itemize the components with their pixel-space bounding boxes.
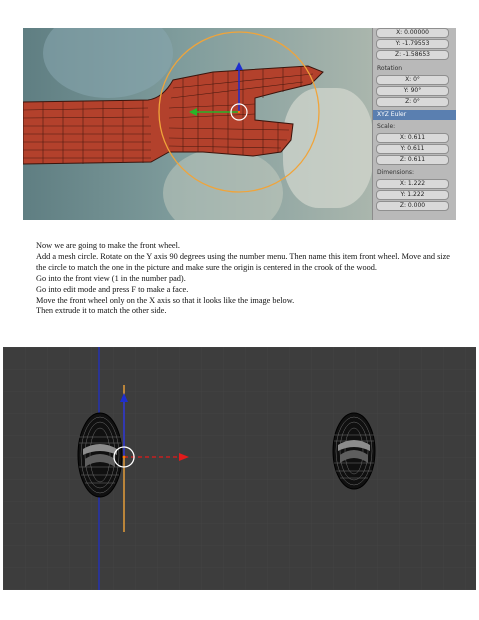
rotation-mode-dropdown[interactable]: XYZ Euler	[373, 110, 456, 120]
rotation-x-field[interactable]: X: 0°	[376, 75, 449, 85]
object-origin-icon	[238, 111, 240, 113]
dimensions-y-field[interactable]: Y: 1.222	[376, 190, 449, 200]
location-y-field[interactable]: Y: -1.79553	[376, 39, 449, 49]
dimensions-z-field[interactable]: Z: 0.000	[376, 201, 449, 211]
properties-panel	[372, 28, 456, 220]
3d-viewport-reference[interactable]	[23, 28, 372, 220]
screenshot-front-view	[3, 347, 476, 590]
front-wheel-right[interactable]	[333, 413, 375, 489]
instruction-line: Go into the front view (1 in the number pad).	[36, 273, 186, 283]
rotation-y-field[interactable]: Y: 90°	[376, 86, 449, 96]
scale-x-field[interactable]: X: 0.611	[376, 133, 449, 143]
instruction-line: Then extrude it to match the other side.	[36, 306, 167, 316]
object-origin-icon	[123, 456, 126, 459]
instruction-line: Move the front wheel only on the X axis so that it looks like the image below.	[36, 295, 295, 305]
location-z-field[interactable]: Z: -1.58653	[376, 50, 449, 60]
scale-y-field[interactable]: Y: 0.611	[376, 144, 449, 154]
z-axis-arrow-icon	[235, 62, 243, 70]
rotation-header: Rotation	[377, 65, 403, 72]
wood-mesh	[23, 66, 323, 164]
dimensions-x-field[interactable]: X: 1.222	[376, 179, 449, 189]
instruction-text	[36, 241, 456, 317]
dimensions-header: Dimensions:	[377, 169, 415, 176]
scale-header: Scale:	[377, 123, 396, 130]
instruction-line: Go into edit mode and press F to make a face.	[36, 284, 189, 294]
location-x-field[interactable]: X: 0.00000	[376, 28, 449, 38]
front-wheel-left[interactable]	[78, 413, 122, 497]
3d-viewport-front[interactable]	[3, 347, 476, 590]
instruction-line: Now we are going to make the front wheel.	[36, 241, 180, 250]
screenshot-reference-viewport	[23, 28, 456, 220]
wood-mesh-scene	[23, 28, 372, 220]
instruction-line: Add a mesh circle. Rotate on the Y axis 90 degrees using the number menu. Then name this item front wheel. Move and size the circle to match the one in the picture and make sure the origin is centered in the crook of the wood.	[36, 251, 450, 272]
rotation-z-field[interactable]: Z: 0°	[376, 97, 449, 107]
scale-z-field[interactable]: Z: 0.611	[376, 155, 449, 165]
